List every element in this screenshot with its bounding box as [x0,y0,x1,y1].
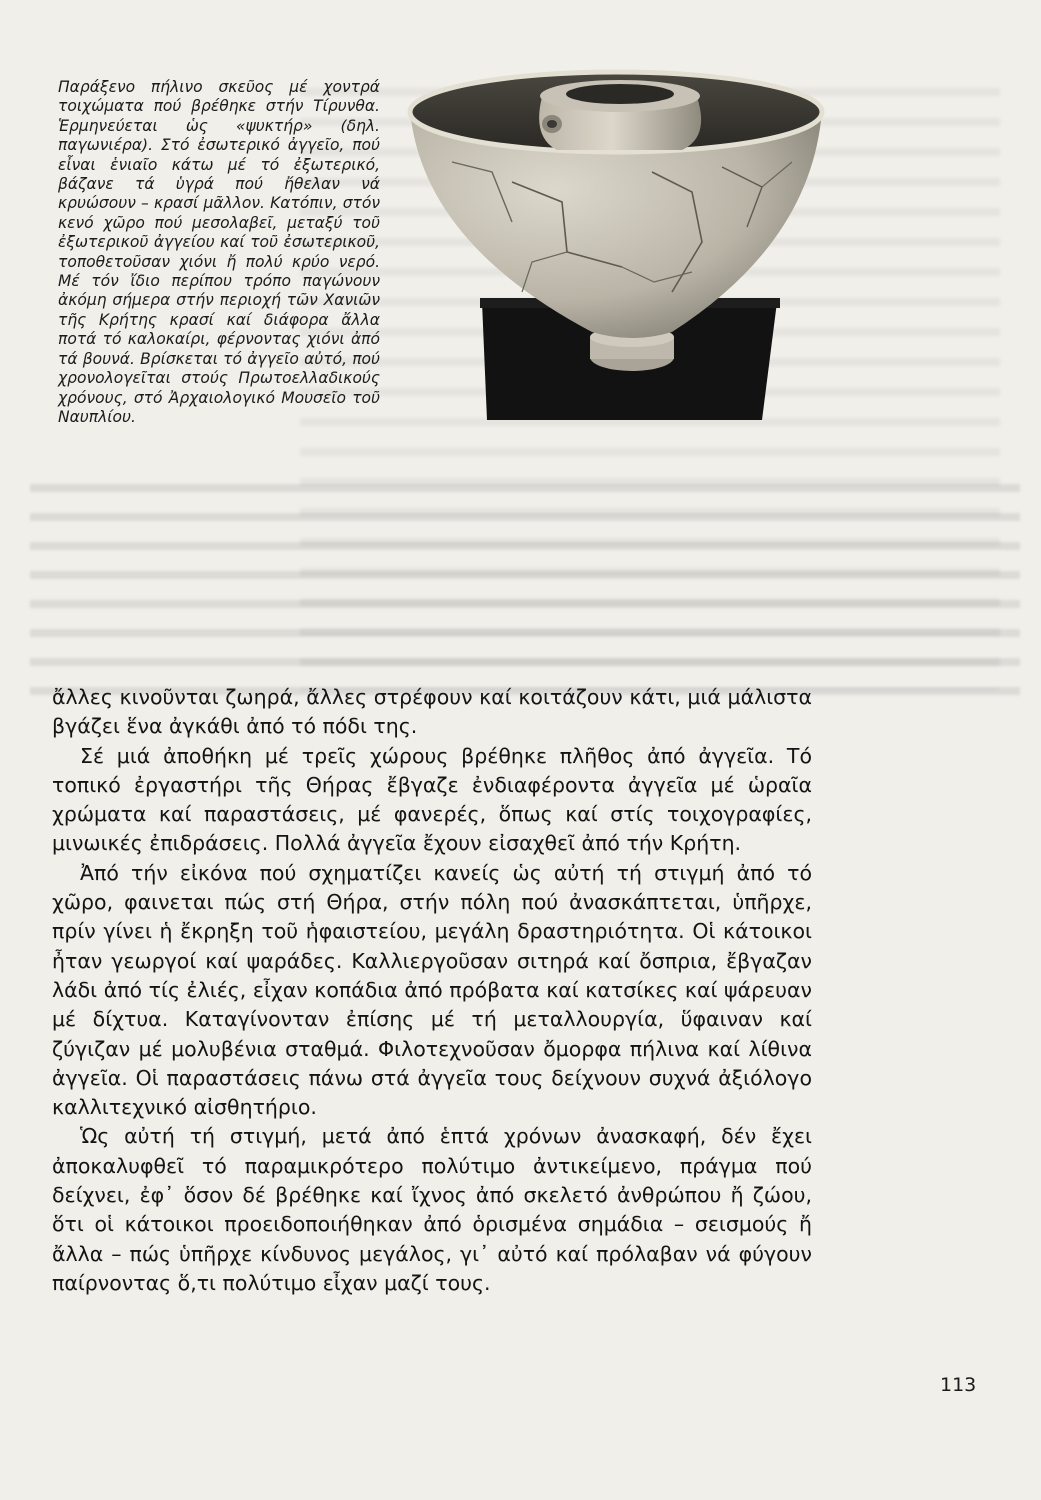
body-paragraph: ἄλλες κινοῦνται ζωηρά, ἄλλες στρέφουν καί κοιτάζουν κάτι, μιά μάλιστα βγάζει ἕνα ἀγκάθι ἀπό τό πόδι της. [52,685,812,739]
body-paragraph: Ἀπό τήν εἰκόνα πού σχηματίζει κανείς ὡς αὐτή τή στιγμή ἀπό τό χῶρο, φαινεται πώς στή Θήρα, στήν πόλη πού ἀνασκάπτεται, ὑπῆρχε, πρίν γίνει ἡ ἔκρηξη τοῦ ἡφαιστείου, μεγάλη δραστηριότητα. Οἱ κάτοικοι ἦταν γεωργοί καί ψαράδες. Καλλιεργοῦσαν σιτηρά καί ὄσπρια, ἔβγαζαν λάδι ἀπό τίς ἐλιές, εἶχαν κοπάδια ἀπό πρόβατα καί κατσίκες καί ψάρευαν μέ δίχτυα. Καταγίνονταν ἐπίσης μέ τή μεταλλουργία, ὕφαιναν καί ζύγιζαν μέ μολυβένια σταθμά. Φιλοτεχνοῦσαν ὄμορφα πήλινα καί λίθινα ἀγγεῖα. Οἱ παραστάσεις πάνω στά ἀγγεῖα τους δείχνουν συχνά ἀξιόλογο καλλιτεχνικό αἰσθητήριο. [52,860,812,1120]
bleed-through-reverse-text-lower [30,470,1020,695]
body-paragraph: Σέ μιά ἀποθήκη μέ τρεῖς χώρους βρέθηκε πλῆθος ἀπό ἀγγεῖα. Τό τοπικό ἐργαστήρι τῆς Θήρας ἔβγαζε ἐνδιαφέροντα ἀγγεῖα μέ ὡραῖα χρώματα καί παραστάσεις, μέ φανερές, ὅπως καί στίς τοιχογραφίες, μινωικές ἐπιδράσεις. Πολλά ἀγγεῖα ἔχουν εἰσαχθεῖ ἀπό τήν Κρήτη. [52,743,812,856]
figure-caption [58,78,380,427]
vessel-photograph [392,52,835,420]
main-body-text [52,683,812,1298]
body-paragraph: Ὡς αὐτή τή στιγμή, μετά ἀπό ἑπτά χρόνων ἀνασκαφή, δέν ἔχει ἀποκαλυφθεῖ τό παραμικρότερο πολύτιμο ἀντικείμενο, πράγμα πού δείχνει, ἐφ᾽ ὅσον δέ βρέθηκε καί ἴχνος ἀπό σκελετό ἀνθρώπου ἤ ζώου, ὅτι οἱ κάτοικοι προειδοποιήθηκαν ἀπό ὁρισμένα σημάδια – σεισμούς ἤ ἄλλα – πώς ὑπῆρχε κίνδυνος μεγάλος, γι᾽ αὐτό καί πρόλαβαν νά φύγουν παίρνοντας ὅ,τι πολύτιμο εἶχαν μαζί τους. [52,1124,812,1295]
page-number: 113 [940,1374,977,1396]
clay-vessel-photo-icon [392,52,835,420]
caption-text: Παράξενο πήλινο σκεῦος μέ χοντρά τοιχώματα πού βρέθηκε στήν Τίρυνθα. Ἑρμηνεύεται ὡς «ψυκτήρ» (δηλ. παγωνιέρα). Στό ἐσωτερικό ἀγγεῖο, πού εἶναι ἑνιαῖο κάτω μέ τό ἐξωτερικό, βάζανε τά ὑγρά πού ἤθελαν νά κρυώσουν – κρασί μᾶλλον. Κατόπιν, στόν κενό χῶρο πού μεσολαβεῖ, μεταξύ τοῦ ἐξωτερικοῦ ἀγγείου καί τοῦ ἐσωτερικοῦ, τοποθετοῦσαν χιόνι ἤ πολύ κρύο νερό. Μέ τόν ἴδιο περίπου τρόπο παγώνουν ἀκόμη σήμερα στήν περιοχή τῶν Χανιῶν τῆς Κρήτης κρασί καί διάφορα ἄλλα ποτά τό καλοκαίρι, φέρνοντας χιόνι ἀπό τά βουνά. Βρίσκεται τό ἀγγεῖο αὐτό, πού χρονολογεῖται στούς Πρωτοελλαδικούς χρόνους, στό Ἀρχαιολογικό Μουσεῖο τοῦ Ναυπλίου. [58,78,380,426]
